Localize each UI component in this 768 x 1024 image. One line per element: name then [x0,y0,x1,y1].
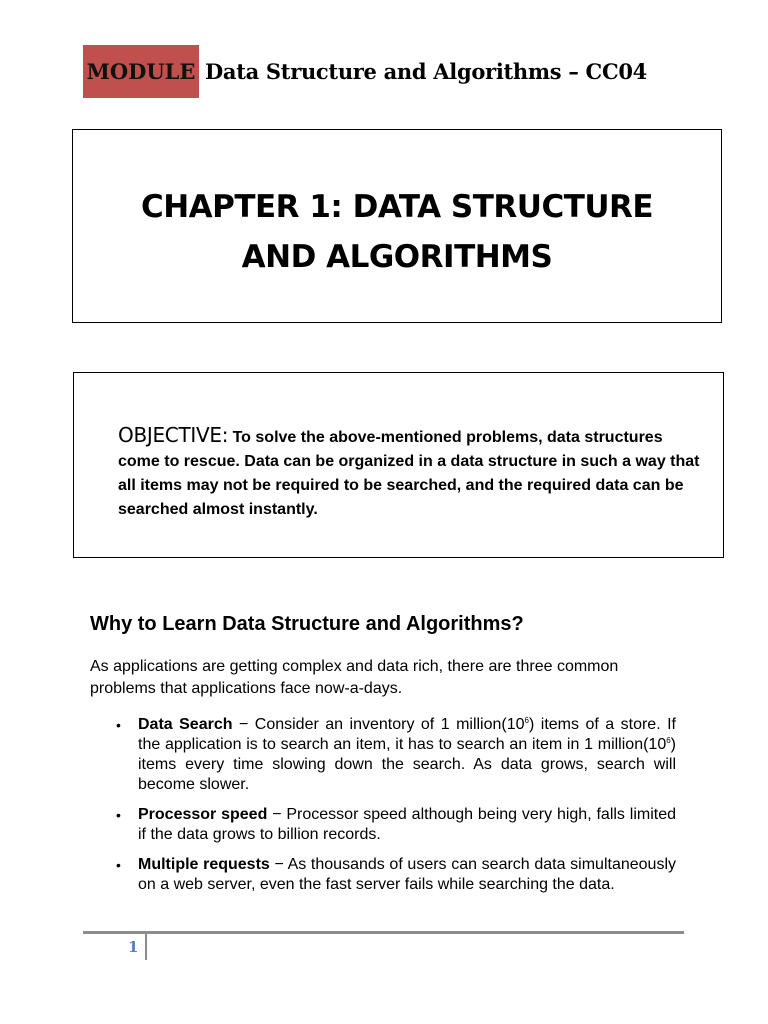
bullet-text: − Processor speed although being very high, falls limited if the data grows to billion records. [138,806,677,843]
chapter-title-box [72,129,722,323]
bullet-text: − As thousands of users can search data simultaneously on a web server, even the fast server fails while searching the data. [138,856,676,893]
objective-paragraph [118,423,704,522]
page-header [83,45,647,98]
chapter-title [73,182,721,282]
objective-body: To solve the above-mentioned problems, data structures come to rescue. Data can be organized in a data structure in such a way that all items may not be required to be searched, and the required data can be searched almost instantly. [118,429,700,518]
chapter-title-line-1: CHAPTER 1: DATA STRUCTURE [140,189,654,225]
footer-divider [83,931,684,934]
list-item-data-search [90,715,676,795]
bullet-text: ) items of a store. If the application is to search an item, it has to search an item in 1 million(10 [138,716,677,753]
objective-box [73,372,724,558]
problems-list [90,715,676,905]
list-item-multiple-requests [90,855,676,895]
chapter-title-line-2: AND ALGORITHMS [241,239,553,275]
bullet-term: Processor speed [138,806,268,823]
objective-label: OBJECTIVE: [118,423,229,447]
page-number: 1 [128,938,139,956]
module-badge: MODULE [83,45,199,98]
superscript: 6 [666,736,671,745]
bullet-text: − Consider an inventory of 1 million(10 [232,716,525,733]
bullet-icon: • [116,857,121,873]
bullet-icon: • [116,807,121,823]
bullet-term: Multiple requests [138,856,270,873]
bullet-text: ) items every time slowing down the search. As data grows, search will become slower. [138,736,676,793]
list-item-processor-speed [90,805,676,845]
superscript: 6 [524,716,529,725]
page-number-divider [145,934,147,960]
section-heading: Why to Learn Data Structure and Algorithms? [90,613,524,635]
bullet-term: Data Search [138,716,233,733]
intro-paragraph: As applications are getting complex and data rich, there are three common problems that applications face now-a-days. [90,658,619,697]
bullet-icon: • [116,717,121,733]
header-title: Data Structure and Algorithms – CC04 [205,59,647,84]
